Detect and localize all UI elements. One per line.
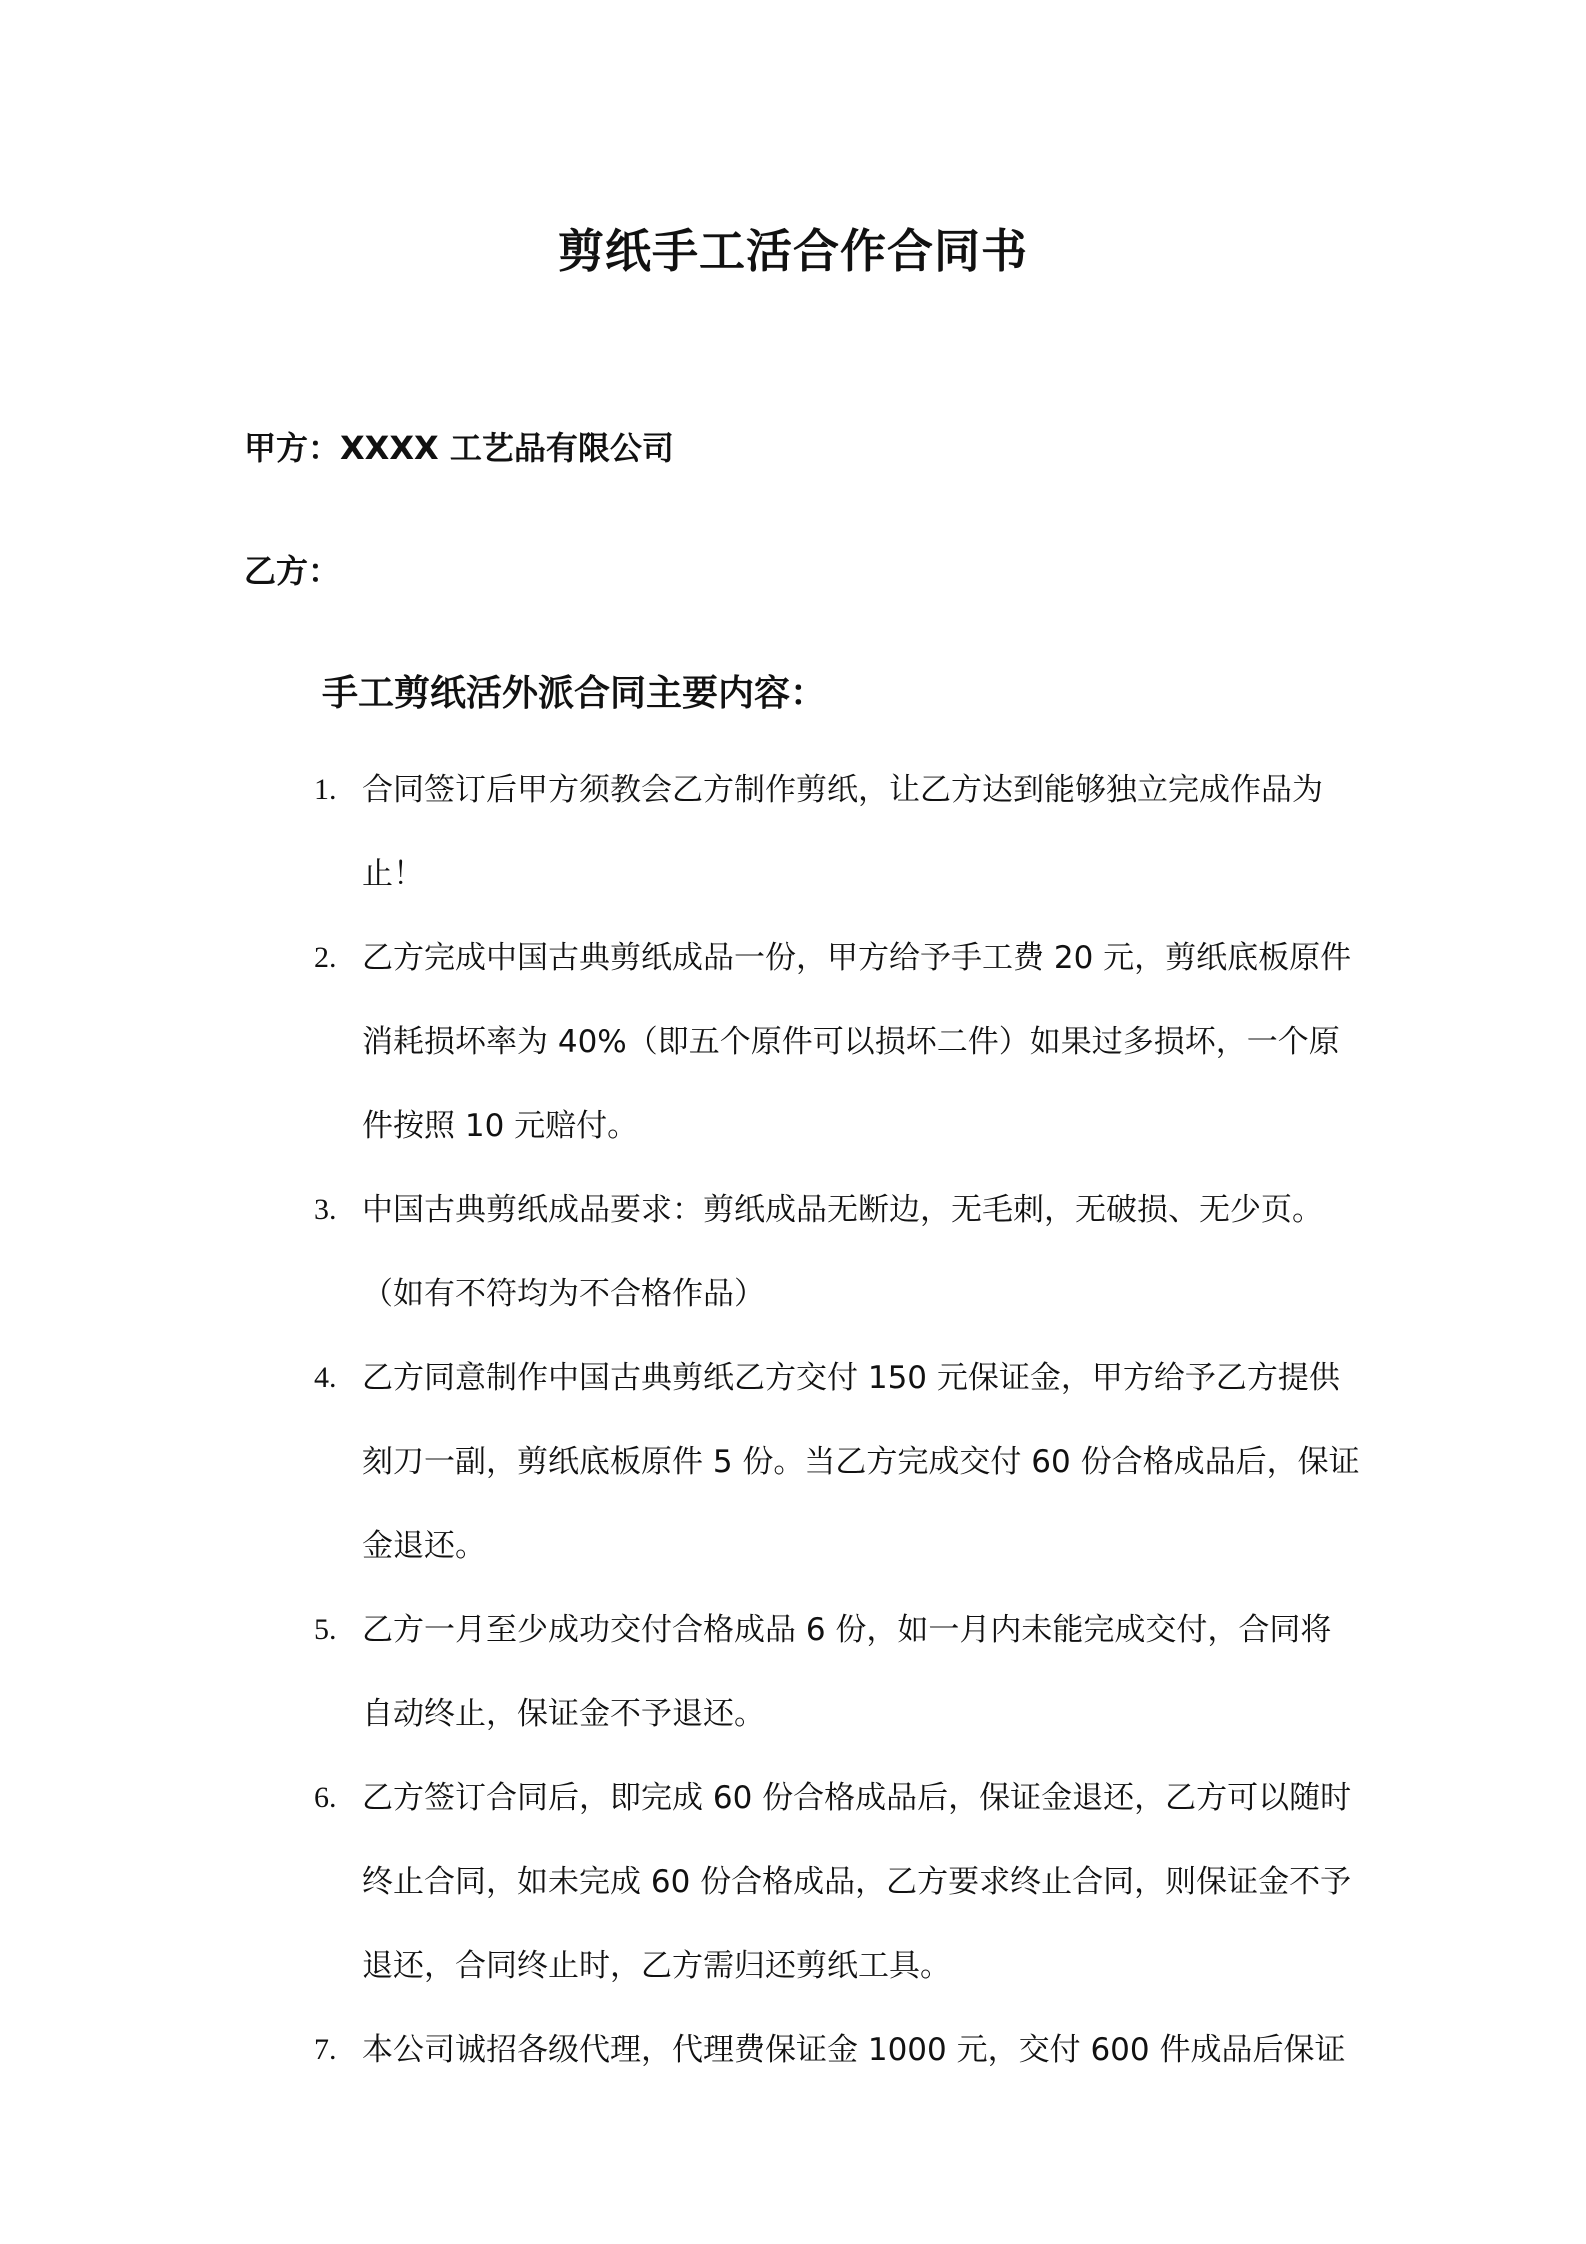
- clause-number: 1.: [314, 773, 337, 806]
- clause-6: [0, 1756, 1362, 2008]
- page-title: 剪纸手工活合作合同书: [558, 224, 1028, 278]
- clause-number: 3.: [314, 1193, 337, 1226]
- clause-list: [0, 748, 1586, 2092]
- clause-7: [0, 2008, 1362, 2092]
- clause-text: 中国古典剪纸成品要求：剪纸成品无断边，无毛刺，无破损、无少页。（如有不符均为不合格作品）: [362, 1192, 1323, 1312]
- clause-number: 5.: [314, 1613, 337, 1646]
- clause-number: 6.: [314, 1781, 337, 1814]
- clause-2: [0, 916, 1362, 1168]
- clause-5: [0, 1588, 1362, 1756]
- clause-text: 乙方一月至少成功交付合格成品 6 份，如一月内未能完成交付，合同将自动终止，保证金不予退还。: [362, 1612, 1332, 1732]
- clause-text: 乙方完成中国古典剪纸成品一份，甲方给予手工费 20 元，剪纸底板原件消耗损坏率为 40%（即五个原件可以损坏二件）如果过多损坏，一个原件按照 10 元赔付。: [362, 940, 1352, 1144]
- clause-number: 7.: [314, 2033, 337, 2066]
- clause-text: 乙方同意制作中国古典剪纸乙方交付 150 元保证金，甲方给予乙方提供刻刀一副，剪纸底板原件 5 份。当乙方完成交付 60 份合格成品后，保证金退还。: [362, 1360, 1360, 1564]
- section-heading: 手工剪纸活外派合同主要内容：: [322, 673, 827, 714]
- clause-text: 合同签订后甲方须教会乙方制作剪纸，让乙方达到能够独立完成作品为止！: [362, 772, 1323, 892]
- clause-text: 本公司诚招各级代理，代理费保证金 1000 元，交付 600 件成品后保证: [362, 2032, 1346, 2068]
- clause-3: [0, 1168, 1362, 1336]
- clause-text: 乙方签订合同后，即完成 60 份合格成品后，保证金退还，乙方可以随时终止合同，如未完成 60 份合格成品，乙方要求终止合同，则保证金不予退还，合同终止时，乙方需归还剪纸工具。: [362, 1780, 1352, 1984]
- clause-4: [0, 1336, 1362, 1588]
- party-b-line: 乙方：: [244, 552, 341, 590]
- clause-1: [0, 748, 1362, 916]
- party-a-line: 甲方：XXXX 工艺品有限公司: [244, 429, 674, 467]
- clause-number: 4.: [314, 1361, 337, 1394]
- clause-number: 2.: [314, 941, 337, 974]
